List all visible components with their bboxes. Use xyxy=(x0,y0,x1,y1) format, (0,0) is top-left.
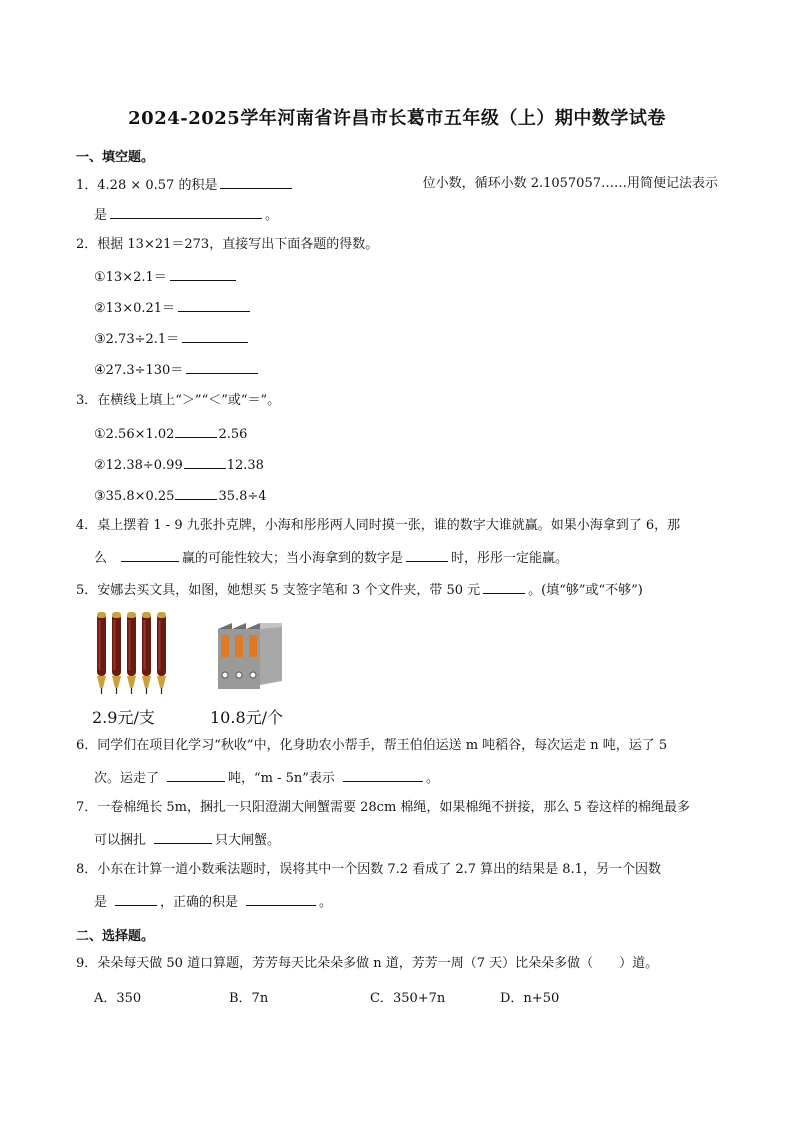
q3-blank-3[interactable] xyxy=(175,487,217,500)
question-7-line-1: 7．一卷棉绳长 5m，捆扎一只阳澄湖大闸蟹需要 28cm 棉绳，如果棉绳不拼接，那么 5 卷这样的棉绳最多 xyxy=(76,800,690,815)
q4-blank-1[interactable] xyxy=(121,549,179,562)
question-6-line-1: 6．同学们在项目化学习“秋收”中，化身助农小帮手，帮王伯伯运送 m 吨稻谷，每次运走 n 吨，运了 5 xyxy=(76,738,668,753)
q5-text-b: 。(填“够”或“不够”) xyxy=(528,583,643,598)
q2-blank-2[interactable] xyxy=(178,299,250,312)
question-7-line-2 xyxy=(94,831,280,849)
q3-item-3 xyxy=(94,487,267,505)
q6-blank-2[interactable] xyxy=(343,769,423,782)
folder-icon xyxy=(246,623,282,689)
q4-text-b: 赢的可能性较大；当小海拿到的数字是 xyxy=(182,551,404,566)
q3-item-2 xyxy=(94,456,264,474)
q8-text-a: 是 xyxy=(94,895,108,910)
q7-text-b: 只大闸蟹。 xyxy=(215,833,281,848)
q3-item-1 xyxy=(94,425,247,443)
q9-option-c[interactable]: C．350+7n xyxy=(370,991,446,1006)
q3-item-1-right: 2.56 xyxy=(218,427,248,442)
pen-icon xyxy=(97,612,106,694)
q3-item-2-right: 12.38 xyxy=(226,458,264,473)
q3-item-3-left: ③35.8×0.25 xyxy=(94,489,175,504)
q2-item-4 xyxy=(94,361,261,379)
q4-blank-2[interactable] xyxy=(406,549,448,562)
q2-item-4-text: ④27.3÷130＝ xyxy=(94,363,184,378)
folder-price-label: 10.8元/个 xyxy=(210,708,284,727)
q1-text-d: 。 xyxy=(265,208,279,223)
question-1-line-1 xyxy=(76,176,718,194)
q3-blank-2[interactable] xyxy=(184,456,226,469)
q3-item-1-left: ①2.56×1.02 xyxy=(94,427,175,442)
question-8-line-1: 8．小东在计算一道小数乘法题时，误将其中一个因数 7.2 看成了 2.7 算出的结果是 8.1，另一个因数 xyxy=(76,862,661,877)
question-5-stem xyxy=(76,581,643,599)
question-4-line-2 xyxy=(94,549,568,567)
q3-item-3-right: 35.8÷4 xyxy=(218,489,267,504)
question-1-line-2 xyxy=(94,206,278,224)
q2-blank-1[interactable] xyxy=(170,268,236,281)
folder-icon xyxy=(232,623,246,689)
pens-image xyxy=(92,610,172,698)
q6-text-a: 次。运走了 xyxy=(94,771,160,786)
q2-blank-3[interactable] xyxy=(182,330,248,343)
q3-blank-1[interactable] xyxy=(175,425,217,438)
question-8-line-2 xyxy=(94,893,332,911)
q1-text-c: 是 xyxy=(94,208,108,223)
q1-blank-2[interactable] xyxy=(110,206,262,219)
q5-blank[interactable] xyxy=(483,581,525,594)
q3-item-2-left: ②12.38÷0.99 xyxy=(94,458,183,473)
q6-text-b: 吨，“m - 5n”表示 xyxy=(228,771,335,786)
q9-option-d[interactable]: D．n+50 xyxy=(500,991,560,1006)
q1-text-a: 1．4.28 × 0.57 的积是 xyxy=(76,178,218,193)
q8-text-b: ，正确的积是 xyxy=(160,895,239,910)
q2-blank-4[interactable] xyxy=(186,361,258,374)
q7-blank[interactable] xyxy=(154,831,212,844)
q6-blank-1[interactable] xyxy=(167,769,225,782)
pen-icon xyxy=(112,612,121,694)
question-4-line-1: 4．桌上摆着 1 - 9 九张扑克牌，小海和彤彤两人同时摸一张，谁的数字大谁就赢。如果小海拿到了 6，那 xyxy=(76,518,681,533)
q7-text-a: 可以捆扎 xyxy=(94,833,147,848)
pen-icon xyxy=(157,612,166,694)
q9-option-a[interactable]: A．350 xyxy=(94,991,142,1006)
q6-text-c: 。 xyxy=(425,771,439,786)
q2-item-2 xyxy=(94,299,253,317)
folders-image xyxy=(214,621,290,691)
pen-icon xyxy=(142,612,151,694)
q5-text-a: 5．安娜去买文具，如图，她想买 5 支签字笔和 3 个文件夹，带 50 元 xyxy=(76,583,481,598)
q1-text-b: 位小数，循环小数 2.1057057……用简便记法表示 xyxy=(422,176,718,191)
question-6-line-2 xyxy=(94,769,439,787)
question-3-stem: 3．在横线上填上“＞”“＜”或“＝”。 xyxy=(76,393,281,408)
q2-item-1-text: ①13×2.1＝ xyxy=(94,270,167,285)
page-title: 2024-2025学年河南省许昌市长葛市五年级（上）期中数学试卷 xyxy=(128,108,666,129)
q2-item-2-text: ②13×0.21＝ xyxy=(94,301,176,316)
q4-text-a: 么 xyxy=(94,551,108,566)
q2-item-3 xyxy=(94,330,251,348)
section-fill-in: 一、填空题。 xyxy=(76,150,155,165)
pen-price-label: 2.9元/支 xyxy=(92,708,155,727)
question-2-stem: 2．根据 13×21＝273，直接写出下面各题的得数。 xyxy=(76,237,379,252)
q9-option-b[interactable]: B．7n xyxy=(229,991,269,1006)
question-9-stem: 9．朵朵每天做 50 道口算题，芳芳每天比朵朵多做 n 道，芳芳一周（7 天）比朵朵多做（ ）道。 xyxy=(76,956,659,971)
q8-text-c: 。 xyxy=(319,895,333,910)
q2-item-1 xyxy=(94,268,239,286)
q8-blank-2[interactable] xyxy=(246,893,316,906)
q4-text-c: 时，彤彤一定能赢。 xyxy=(451,551,569,566)
q8-blank-1[interactable] xyxy=(115,893,157,906)
pen-icon xyxy=(127,612,136,694)
q1-blank-1[interactable] xyxy=(220,176,292,189)
folder-icon xyxy=(218,623,232,689)
section-multiple-choice: 二、选择题。 xyxy=(76,929,155,944)
q2-item-3-text: ③2.73÷2.1＝ xyxy=(94,332,180,347)
